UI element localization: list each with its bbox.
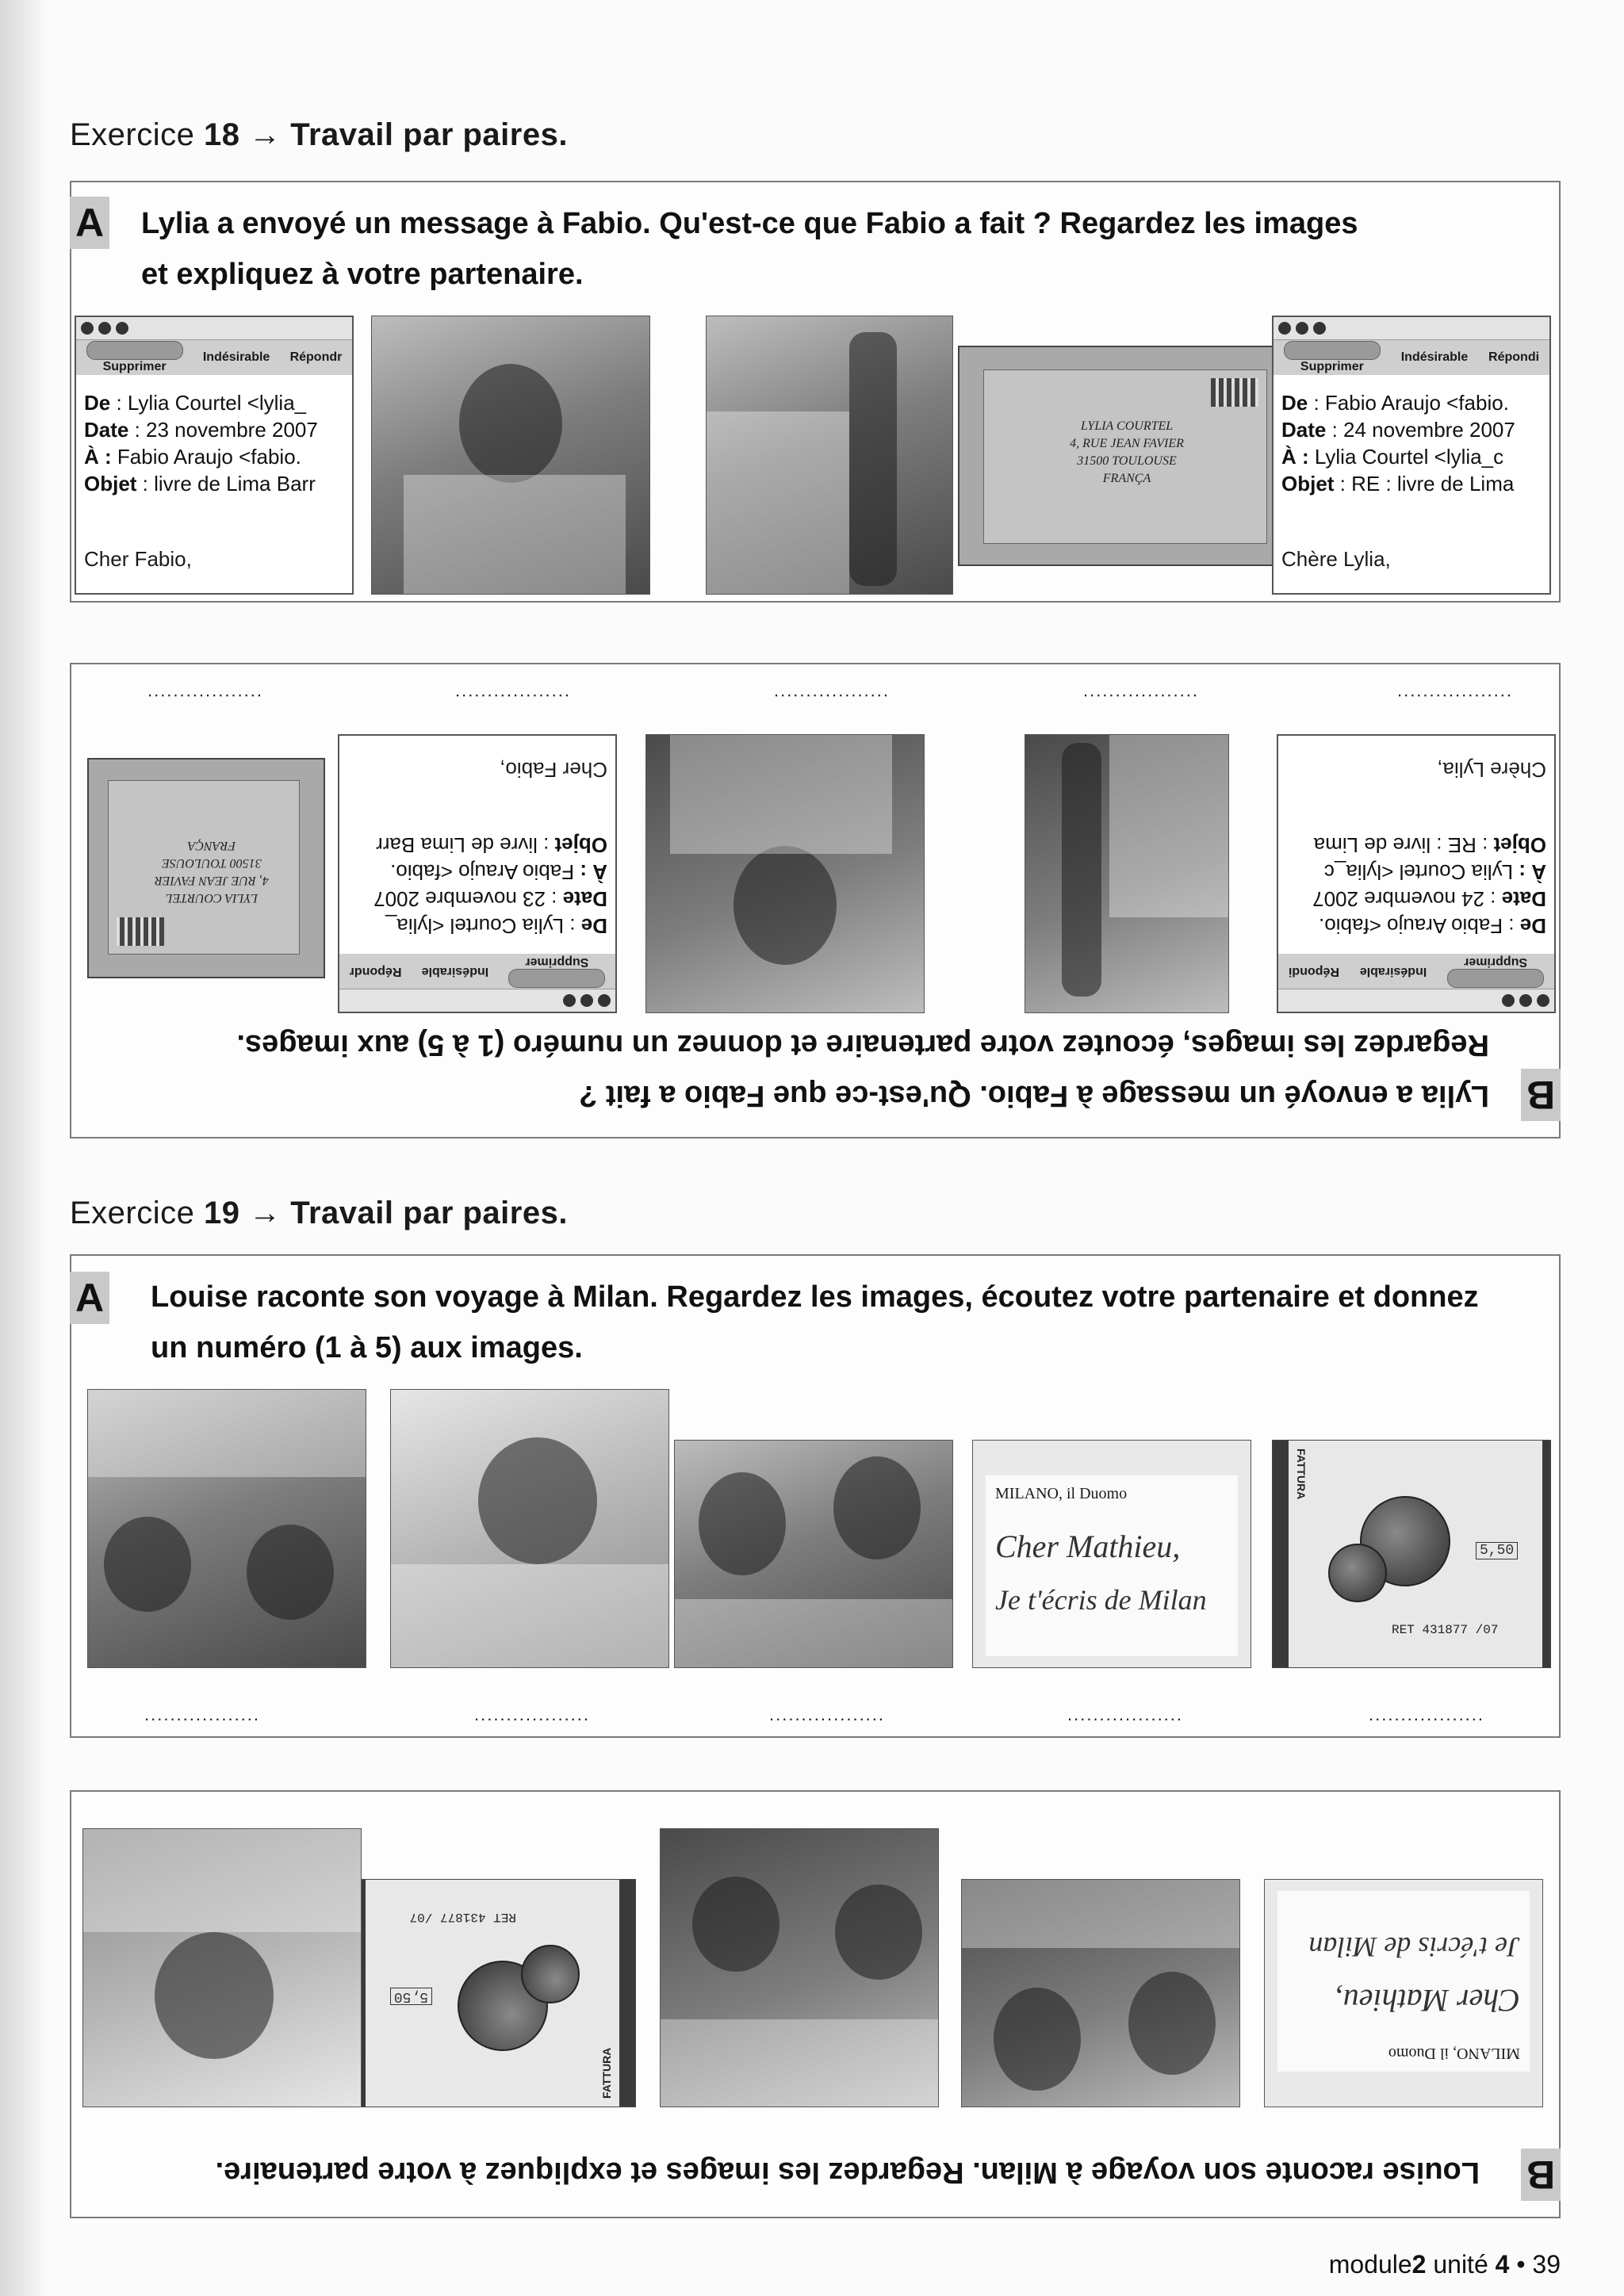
footer-module-label: module (1328, 2250, 1412, 2279)
junk-button: Indésirable (421, 965, 489, 978)
exercise-subtitle: Travail par paires. (290, 1196, 568, 1230)
window-dot-icon (598, 994, 611, 1007)
instruction-line-1: Louise raconte son voyage à Milan. Regardez les images et expliquez à votre partenaire. (215, 2156, 1480, 2189)
photo-restaurant (674, 1440, 953, 1668)
window-dot-icon (1296, 322, 1308, 335)
answer-blank[interactable]: .................. (1369, 1705, 1485, 1724)
photo-man-on-phone (371, 316, 650, 595)
exercise-19-title (70, 1196, 568, 1231)
instruction-line-2: Regardez les images, écoutez votre partenaire et donnez un numéro (1 à 5) aux images. (236, 1028, 1489, 1062)
answer-blank[interactable]: .................. (453, 691, 569, 710)
panel-letter-a: A (70, 1272, 109, 1324)
window-dot-icon (1278, 322, 1291, 335)
email-window-left: Supprimer Indésirable Répondr De : Lylia Courtel <lylia_ Date : 23 novembre 2007 À : Fabio Araujo <fabio. Objet : livre de Lima Barr Cher Fabio, (338, 734, 617, 1013)
answer-blank[interactable]: .................. (769, 1705, 886, 1724)
exercise-19-panel-a (70, 1254, 1561, 1738)
postcard-image (972, 1440, 1251, 1668)
window-dot-icon (1537, 994, 1549, 1007)
exercise-subtitle: Travail par paires. (290, 117, 568, 152)
postcard-line-1: Cher Mathieu, (995, 1529, 1181, 1564)
email-window-right: Supprimer Indésirable Répondi De : Fabio Araujo <fabio. Date : 24 novembre 2007 À : Lylia Courtel <lylia_c Objet : RE : livre de Lima Chère Lylia, (1277, 734, 1556, 1013)
answer-blank[interactable]: .................. (1081, 691, 1197, 710)
stamp-icon (1211, 378, 1258, 407)
delete-icon (508, 969, 605, 988)
email-greeting: Chère Lylia, (1281, 547, 1391, 571)
window-dot-icon (81, 322, 94, 335)
instruction-line-2: un numéro (1 à 5) aux images. (151, 1331, 583, 1364)
postcard-header: MILANO, il Duomo (1388, 2045, 1520, 2062)
page-number: 39 (1532, 2250, 1561, 2279)
coin-icon (521, 1945, 580, 2003)
stamp-icon (117, 917, 164, 946)
instruction-line-1: Lylia a envoyé un message à Fabio. Qu'est-ce que Fabio a fait ? Regardez les images (141, 207, 1358, 240)
answer-blank[interactable]: .................. (1067, 1705, 1184, 1724)
reply-button: Répondr (349, 965, 402, 978)
instruction-line-1: Lylia a envoyé un message à Fabio. Qu'est-ce que Fabio a fait ? (579, 1079, 1489, 1112)
junk-button: Indésirable (202, 350, 270, 364)
photo-man-in-bookshop (1025, 734, 1229, 1013)
exercise-word: Exercice (70, 117, 195, 152)
instruction-a (141, 198, 1358, 300)
reply-button: Répondi (1488, 350, 1540, 364)
photo-man-in-bookshop (706, 316, 953, 595)
page-footer (1329, 2250, 1561, 2279)
answer-blank[interactable]: .................. (1395, 691, 1511, 710)
exercise-18-panel-a (70, 181, 1561, 603)
bullet-icon: • (1509, 2250, 1533, 2279)
reply-button: Répondr (289, 350, 343, 364)
delete-icon (86, 341, 183, 360)
postcard-line-1: Cher Mathieu, (1335, 1983, 1520, 2019)
photo-sick-woman (390, 1389, 669, 1668)
window-dot-icon (1313, 322, 1326, 335)
footer-module-number: 2 (1411, 2250, 1427, 2279)
delete-icon (1447, 969, 1544, 988)
coin-icon (1328, 1544, 1387, 1602)
window-dot-icon (116, 322, 128, 335)
photo-sick-woman (82, 1828, 362, 2107)
footer-unit-number: 4 (1495, 2250, 1510, 2279)
instruction-b (216, 2147, 1480, 2198)
exercise-18-panel-b (70, 663, 1561, 1138)
receipt-image: FATTURA 5,50 RET 431877 /07 (1272, 1440, 1551, 1668)
photo-train-passengers (660, 1828, 939, 2107)
exercise-19-panel-b (70, 1790, 1561, 2218)
instruction-a (151, 1272, 1479, 1373)
delete-button: Supprimer (86, 341, 183, 374)
envelope-image: LYLIA COURTEL 4, RUE JEAN FAVIER 31500 TOULOUSE FRANÇA (958, 346, 1291, 566)
receipt-image: FATTURA 5,50 RET 431877 /07 (357, 1879, 636, 2107)
delete-button: Supprimer (508, 955, 605, 988)
footer-unit-label: unité (1426, 2250, 1496, 2279)
arrow-icon: → (249, 1196, 282, 1230)
reply-button: Répondi (1288, 965, 1339, 978)
window-dot-icon (1519, 994, 1532, 1007)
arrow-icon: → (249, 117, 282, 152)
email-window-left: Supprimer Indésirable Répondr De : Lylia Courtel <lylia_ Date : 23 novembre 2007 À : Fabio Araujo <fabio. Objet : livre de Lima Barr Cher Fabio, (75, 316, 354, 595)
exercise-number: 19 (204, 1196, 240, 1230)
panel-letter-b: B (1521, 1069, 1561, 1121)
postcard-image (1264, 1879, 1543, 2107)
panel-letter-a: A (70, 197, 109, 249)
exercise-18-title (70, 117, 568, 153)
photo-train-passengers (87, 1389, 366, 1668)
delete-button: Supprimer (1284, 341, 1381, 374)
instruction-line-1: Louise raconte son voyage à Milan. Regardez les images, écoutez votre partenaire et donnez (151, 1280, 1479, 1314)
email-greeting: Cher Fabio, (500, 758, 607, 782)
answer-blank[interactable]: .................. (474, 1705, 591, 1724)
postcard-header: MILANO, il Duomo (995, 1485, 1128, 1502)
envelope-image: LYLIA COURTEL 4, RUE JEAN FAVIER 31500 TOULOUSE FRANÇA (87, 758, 325, 978)
delete-button: Supprimer (1447, 955, 1544, 988)
junk-button: Indésirable (1359, 965, 1427, 978)
panel-letter-b: B (1521, 2149, 1561, 2201)
photo-man-on-phone (645, 734, 925, 1013)
instruction-b (236, 1020, 1489, 1121)
page-binding-shadow (0, 0, 48, 2296)
window-dot-icon (563, 994, 576, 1007)
instruction-line-2: et expliquez à votre partenaire. (141, 258, 584, 291)
window-dot-icon (98, 322, 111, 335)
answer-blank[interactable]: .................. (772, 691, 888, 710)
email-greeting: Chère Lylia, (1437, 758, 1546, 782)
window-dot-icon (1502, 994, 1515, 1007)
answer-blank[interactable]: .................. (145, 691, 262, 710)
exercise-word: Exercice (70, 1196, 195, 1230)
postcard-line-2: Je t'écris de Milan (1308, 1931, 1520, 1963)
email-window-right: Supprimer Indésirable Répondi De : Fabio Araujo <fabio. Date : 24 novembre 2007 À : Lylia Courtel <lylia_c Objet : RE : livre de Lima Chère Lylia, (1272, 316, 1551, 595)
delete-icon (1284, 341, 1381, 360)
email-greeting: Cher Fabio, (84, 547, 192, 571)
answer-blank[interactable]: .................. (144, 1705, 261, 1724)
exercise-number: 18 (204, 117, 240, 152)
junk-button: Indésirable (1400, 350, 1469, 364)
photo-restaurant (961, 1879, 1240, 2107)
postcard-line-2: Je t'écris de Milan (995, 1584, 1207, 1616)
window-dot-icon (580, 994, 593, 1007)
